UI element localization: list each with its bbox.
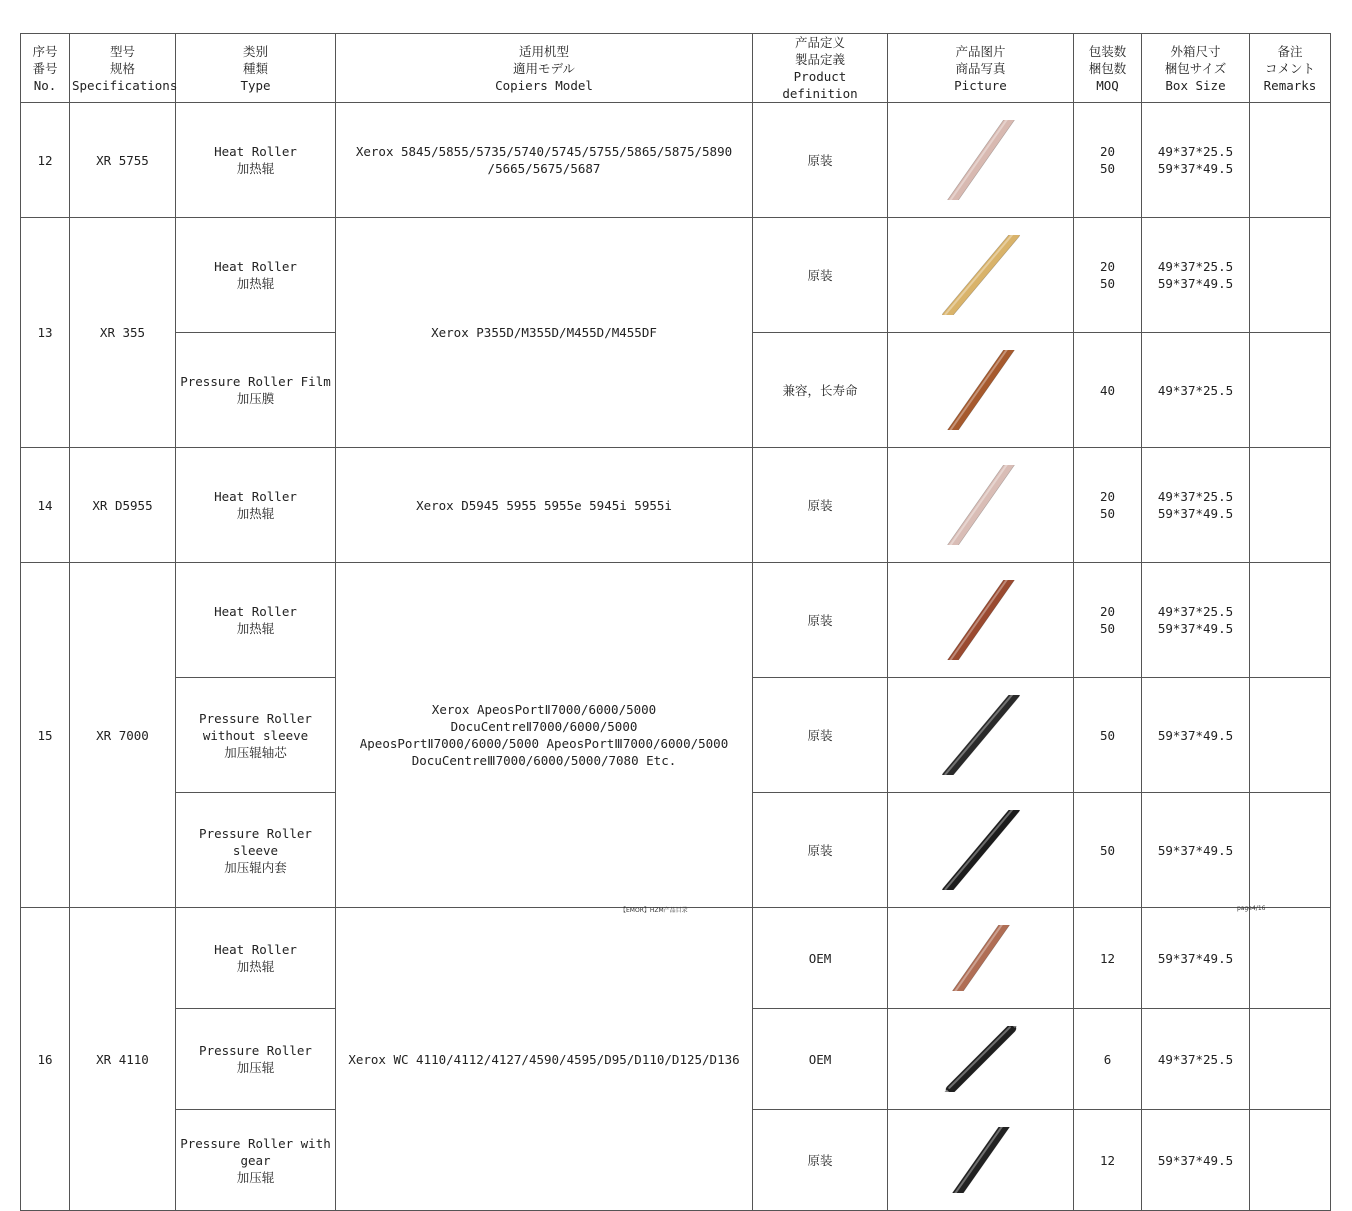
- row-no: 16: [21, 908, 70, 1211]
- row-model: Xerox D5945 5955 5955e 5945i 5955i: [336, 448, 753, 563]
- header-spec: 型号 规格 Specifications: [70, 34, 176, 103]
- heat-roller-pink-icon: [921, 120, 1041, 200]
- row-spec: XR 355: [70, 218, 176, 448]
- row-definition: 原装: [753, 218, 888, 333]
- row-moq: 12: [1074, 908, 1142, 1009]
- row-remarks: [1250, 448, 1331, 563]
- row-remarks: [1250, 333, 1331, 448]
- row-moq: 20 50: [1074, 218, 1142, 333]
- row-spec: XR D5955: [70, 448, 176, 563]
- row-box-size: 59*37*49.5: [1142, 908, 1250, 1009]
- row-moq: 12: [1074, 1110, 1142, 1211]
- row-no: 15: [21, 563, 70, 908]
- heat-roller-yellow-icon: [921, 235, 1041, 315]
- row-remarks: [1250, 908, 1331, 1009]
- page-number: page4/16: [1237, 905, 1266, 912]
- table-row: [21, 563, 1331, 678]
- product-picture: [888, 333, 1074, 448]
- table-row: [21, 908, 1331, 1009]
- header-model: 适用机型 適用モデル Copiers Model: [336, 34, 753, 103]
- row-box-size: 49*37*25.5 59*37*49.5: [1142, 218, 1250, 333]
- product-picture: [888, 563, 1074, 678]
- row-type: Pressure Roller 加压辊: [176, 1009, 336, 1110]
- row-definition: 原装: [753, 678, 888, 793]
- row-box-size: 59*37*49.5: [1142, 1110, 1250, 1211]
- row-moq: 20 50: [1074, 103, 1142, 218]
- row-remarks: [1250, 563, 1331, 678]
- product-picture: [888, 908, 1074, 1009]
- row-box-size: 49*37*25.5 59*37*49.5: [1142, 103, 1250, 218]
- row-type: Heat Roller 加热辊: [176, 103, 336, 218]
- header-no: 序号 番号 No.: [21, 34, 70, 103]
- row-no: 14: [21, 448, 70, 563]
- pressure-roller-gear-black-icon: [921, 1127, 1041, 1193]
- row-type: Pressure Roller Film 加压膜: [176, 333, 336, 448]
- product-picture: [888, 793, 1074, 908]
- row-no: 13: [21, 218, 70, 448]
- header-row: [21, 34, 1331, 103]
- row-no: 12: [21, 103, 70, 218]
- table-row: [21, 448, 1331, 563]
- row-remarks: [1250, 218, 1331, 333]
- header-type: 类别 種類 Type: [176, 34, 336, 103]
- row-type: Pressure Roller without sleeve 加压辊轴芯: [176, 678, 336, 793]
- header-moq: 包装数 梱包数 MOQ: [1074, 34, 1142, 103]
- row-moq: 40: [1074, 333, 1142, 448]
- row-moq: 20 50: [1074, 448, 1142, 563]
- row-box-size: 49*37*25.5 59*37*49.5: [1142, 563, 1250, 678]
- row-definition: 原装: [753, 448, 888, 563]
- row-box-size: 49*37*25.5: [1142, 333, 1250, 448]
- header-remarks: 备注 コメント Remarks: [1250, 34, 1331, 103]
- product-catalog-table: [20, 33, 1331, 1211]
- row-box-size: 49*37*25.5: [1142, 1009, 1250, 1110]
- row-model: Xerox P355D/M355D/M455D/M455DF: [336, 218, 753, 448]
- table-row: [21, 103, 1331, 218]
- row-remarks: [1250, 1110, 1331, 1211]
- row-box-size: 59*37*49.5: [1142, 678, 1250, 793]
- product-picture: [888, 1110, 1074, 1211]
- heat-roller-brown-icon: [921, 580, 1041, 660]
- product-picture: [888, 218, 1074, 333]
- row-model: Xerox 5845/5855/5735/5740/5745/5755/5865/5875/5890 /5665/5675/5687: [336, 103, 753, 218]
- row-type: Heat Roller 加热辊: [176, 908, 336, 1009]
- row-remarks: [1250, 103, 1331, 218]
- row-definition: 兼容，长寿命: [753, 333, 888, 448]
- row-type: Heat Roller 加热辊: [176, 218, 336, 333]
- row-moq: 50: [1074, 678, 1142, 793]
- row-moq: 6: [1074, 1009, 1142, 1110]
- product-picture: [888, 678, 1074, 793]
- row-remarks: [1250, 1009, 1331, 1110]
- row-model: Xerox ApeosPortⅡ7000/6000/5000 DocuCentreⅡ7000/6000/5000 ApeosPortⅡ7000/6000/5000 ApeosPortⅢ7000/6000/5000 DocuCentreⅢ7000/6000/5000/7080 Etc.: [336, 563, 753, 908]
- product-picture: [888, 448, 1074, 563]
- product-picture: [888, 103, 1074, 218]
- row-definition: 原装: [753, 103, 888, 218]
- row-definition: 原装: [753, 1110, 888, 1211]
- row-box-size: 59*37*49.5: [1142, 793, 1250, 908]
- pressure-roller-sleeve-black-icon: [921, 810, 1041, 890]
- row-type: Pressure Roller sleeve 加压辊内套: [176, 793, 336, 908]
- row-moq: 20 50: [1074, 563, 1142, 678]
- row-definition: 原装: [753, 563, 888, 678]
- row-remarks: [1250, 678, 1331, 793]
- product-picture: [888, 1009, 1074, 1110]
- pressure-roller-film-brown-icon: [921, 350, 1041, 430]
- header-definition: 产品定义 製品定義 Product definition: [753, 34, 888, 103]
- row-definition: OEM: [753, 1009, 888, 1110]
- row-type: Heat Roller 加热辊: [176, 448, 336, 563]
- row-model: Xerox WC 4110/4112/4127/4590/4595/D95/D110/D125/D136: [336, 908, 753, 1211]
- table-row: [21, 218, 1331, 333]
- footer-catalog-title: 【EMOR】HZM产品目录: [620, 907, 688, 914]
- row-box-size: 49*37*25.5 59*37*49.5: [1142, 448, 1250, 563]
- row-type: Pressure Roller with gear 加压辊: [176, 1110, 336, 1211]
- heat-roller-copper-icon: [921, 925, 1041, 991]
- heat-roller-pink-icon: [921, 465, 1041, 545]
- row-spec: XR 4110: [70, 908, 176, 1211]
- row-definition: 原装: [753, 793, 888, 908]
- pressure-roller-black-icon: [921, 695, 1041, 775]
- header-box-size: 外箱尺寸 梱包サイズ Box Size: [1142, 34, 1250, 103]
- header-picture: 产品图片 商品写真 Picture: [888, 34, 1074, 103]
- row-remarks: [1250, 793, 1331, 908]
- row-type: Heat Roller 加热辊: [176, 563, 336, 678]
- row-definition: OEM: [753, 908, 888, 1009]
- row-spec: XR 7000: [70, 563, 176, 908]
- row-spec: XR 5755: [70, 103, 176, 218]
- pressure-roller-black-icon: [921, 1026, 1041, 1092]
- row-moq: 50: [1074, 793, 1142, 908]
